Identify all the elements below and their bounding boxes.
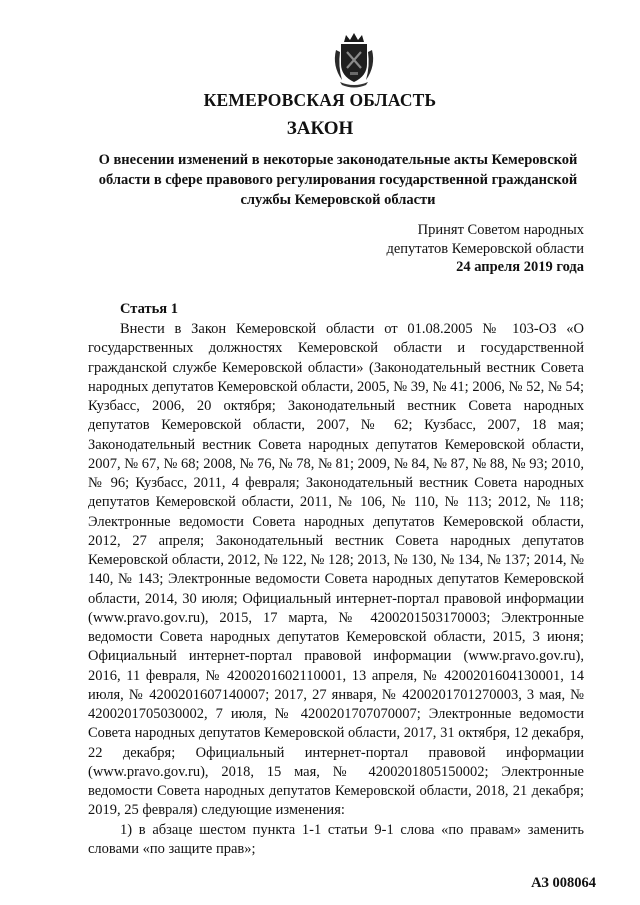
law-title: О внесении изменений в некоторые законодательные акты Кемеровской области в сфере правового регулирования государственной гражданской службы Кемеровской области: [98, 152, 578, 208]
adoption-date: 24 апреля 2019 года: [456, 259, 584, 275]
serial-number: АЗ 008064: [531, 875, 596, 891]
adoption-line-1: Принят Советом народных: [417, 222, 584, 238]
article-heading: Статья 1: [120, 301, 178, 317]
coat-of-arms-emblem: [330, 32, 378, 88]
adoption-block: [386, 221, 584, 277]
adoption-line-2: депутатов Кемеровской области: [386, 240, 584, 257]
article-item-1: 1) в абзаце шестом пункта 1-1 статьи 9-1 слова «по правам» заменить словами «по защите прав»;: [88, 821, 584, 857]
article-intro-paragraph: Внести в Закон Кемеровской области от 01.08.2005 № 103-ОЗ «О государственных должностях Кемеровской области и государственной гражданской службе Кемеровской области» (Законодательный вестник Совета народных депутатов Кемеровской области, 2005, № 39, № 41; 2006, № 52, № 54; Кузбасс, 2006, 20 октября; Законодательный вестник Совета народных депутатов Кемеровской области, 2007, № 62; Кузбасс, 2007, 18 мая; Законодательный вестник Совета народных депутатов Кемеровской области, 2007, № 67, № 68; 2008, № 76, № 78, № 81; 2009, № 84, № 87, № 88, № 93; 2010, № 96; Кузбасс, 2011, 4 февраля; Законодательный вестник Совета народных депутатов Кемеровской области, 2011, № 106, № 110, № 113; 2012, № 118; Электронные ведомости Совета народных депутатов Кемеровской области, 2012, 27 апреля; Законодательный вестник Совета народных депутатов Кемеровской области, 2012, № 122, № 128; 2013, № 130, № 134, № 137; 2014, № 140, № 143; Электронные ведомости Совета народных депутатов Кемеровской области, 2014, 30 июля; Официальный интернет-портал правовой информации (www.pravo.gov.ru), 2015, 17 марта, № 4200201503170003; Электронные ведомости Совета народных депутатов Кемеровской области, 2015, 3 июня; Официальный интернет-портал правовой информации (www.pravo.gov.ru), 2016, 11 февраля, № 4200201602110001, 13 апреля, № 4200201604130001, 14 июля, № 4200201607140007; 2017, 27 января, № 4200201701270003, 3 мая, № 4200201705030002, 7 июля, № 4200201707070007; Электронные ведомости Совета народных депутатов Кемеровской области, 2017, 31 октября, 12 декабря, 22 декабря; Официальный интернет-портал правовой информации (www.pravo.gov.ru), 2018, 15 мая, № 4200201805150002; Электронные ведомости Совета народных депутатов Кемеровской области, 2018, 21 декабря; 2019, 25 февраля) следующие изменения:: [88, 321, 584, 819]
document-type-heading: ЗАКОН: [286, 118, 354, 139]
article-body: [88, 320, 584, 859]
region-heading: КЕМЕРОВСКАЯ ОБЛАСТЬ: [203, 90, 437, 110]
